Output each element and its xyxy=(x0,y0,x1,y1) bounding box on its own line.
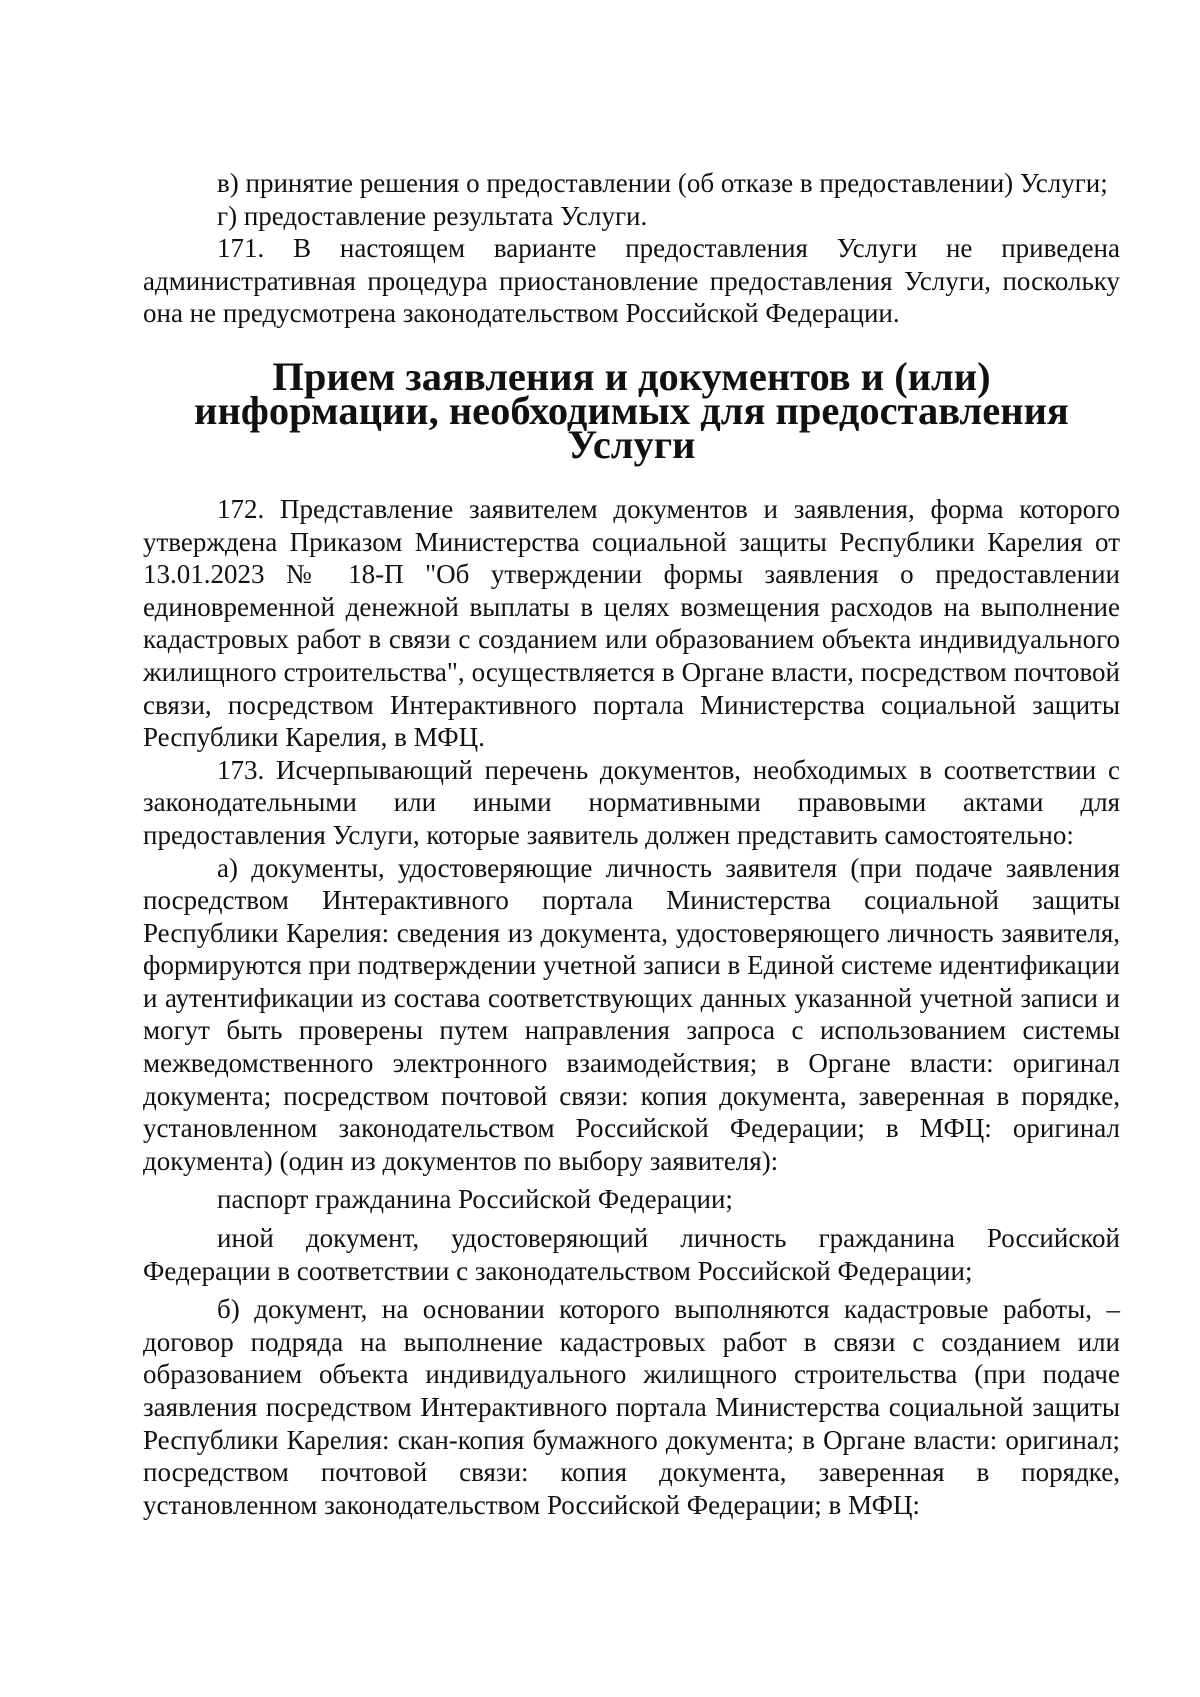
paragraph-a: а) документы, удостоверяющие личность заявителя (при подаче заявления посредством Интерактивного портала Министерства социальной защиты Республики Карелия: сведения из документа, удостоверяющего личность заявителя, формируются при подтверждении учетной записи в Единой системе идентификации и аутентификации из состава соответствующих данных указанной учетной записи и могут быть проверены путем направления запроса с использованием системы межведомственного электронного взаимодействия; в Органе власти: оригинал документа; посредством почтовой связи: копия документа, заверенная в порядке, установленном законодательством Российской Федерации; в МФЦ: оригинал документа) (один из документов по выбору заявителя): xyxy=(143,852,1120,1176)
paragraph-other-id: иной документ, удостоверяющий личность гражданина Российской Федерации в соответствии с законодательством Российской Федерации; xyxy=(143,1223,1120,1286)
paragraph-passport: паспорт гражданина Российской Федерации; xyxy=(217,1184,733,1215)
paragraph-v: в) принятие решения о предоставлении (об отказе в предоставлении) Услуги; xyxy=(217,168,1108,198)
paragraph-173: 173. Исчерпывающий перечень документов, необходимых в соответствии с законодательными или иными нормативными правовыми актами для предоставления Услуги, которые заявитель должен представить самостоятельно: xyxy=(143,754,1120,850)
paragraph-g: г) предоставление результата Услуги. xyxy=(217,200,648,231)
paragraph-172: 172. Представление заявителем документов и заявления, форма которого утверждена Приказом Министерства социальной защиты Республики Карелия от 13.01.2023 № 18-П "Об утверждении формы заявления о предоставлении единовременной денежной выплаты в целях возмещения расходов на выполнение кадастровых работ в связи с созданием или образованием объекта индивидуального жилищного строительства", осуществляется в Органе власти, посредством почтовой связи, посредством Интерактивного портала Министерства социальной защиты Республики Карелия, в МФЦ. xyxy=(143,493,1120,753)
section-heading: Прием заявления и документов и (или) информации, необходимых для предоставления Услуги xyxy=(194,353,1069,467)
document-page xyxy=(143,167,1120,1521)
paragraph-171: 171. В настоящем варианте предоставления Услуги не приведена административная процедура приостановление предоставления Услуги, поскольку она не предусмотрена законодательством Российской Федерации. xyxy=(143,233,1120,329)
paragraph-b: б) документ, на основании которого выполняются кадастровые работы, – договор подряда на выполнение кадастровых работ в связи с созданием или образованием объекта индивидуального жилищного строительства (при подаче заявления посредством Интерактивного портала Министерства социальной защиты Республики Карелия: скан-копия бумажного документа; в Органе власти: оригинал; посредством почтовой связи: копия документа, заверенная в порядке, установленном законодательством Российской Федерации; в МФЦ: xyxy=(143,1294,1120,1520)
